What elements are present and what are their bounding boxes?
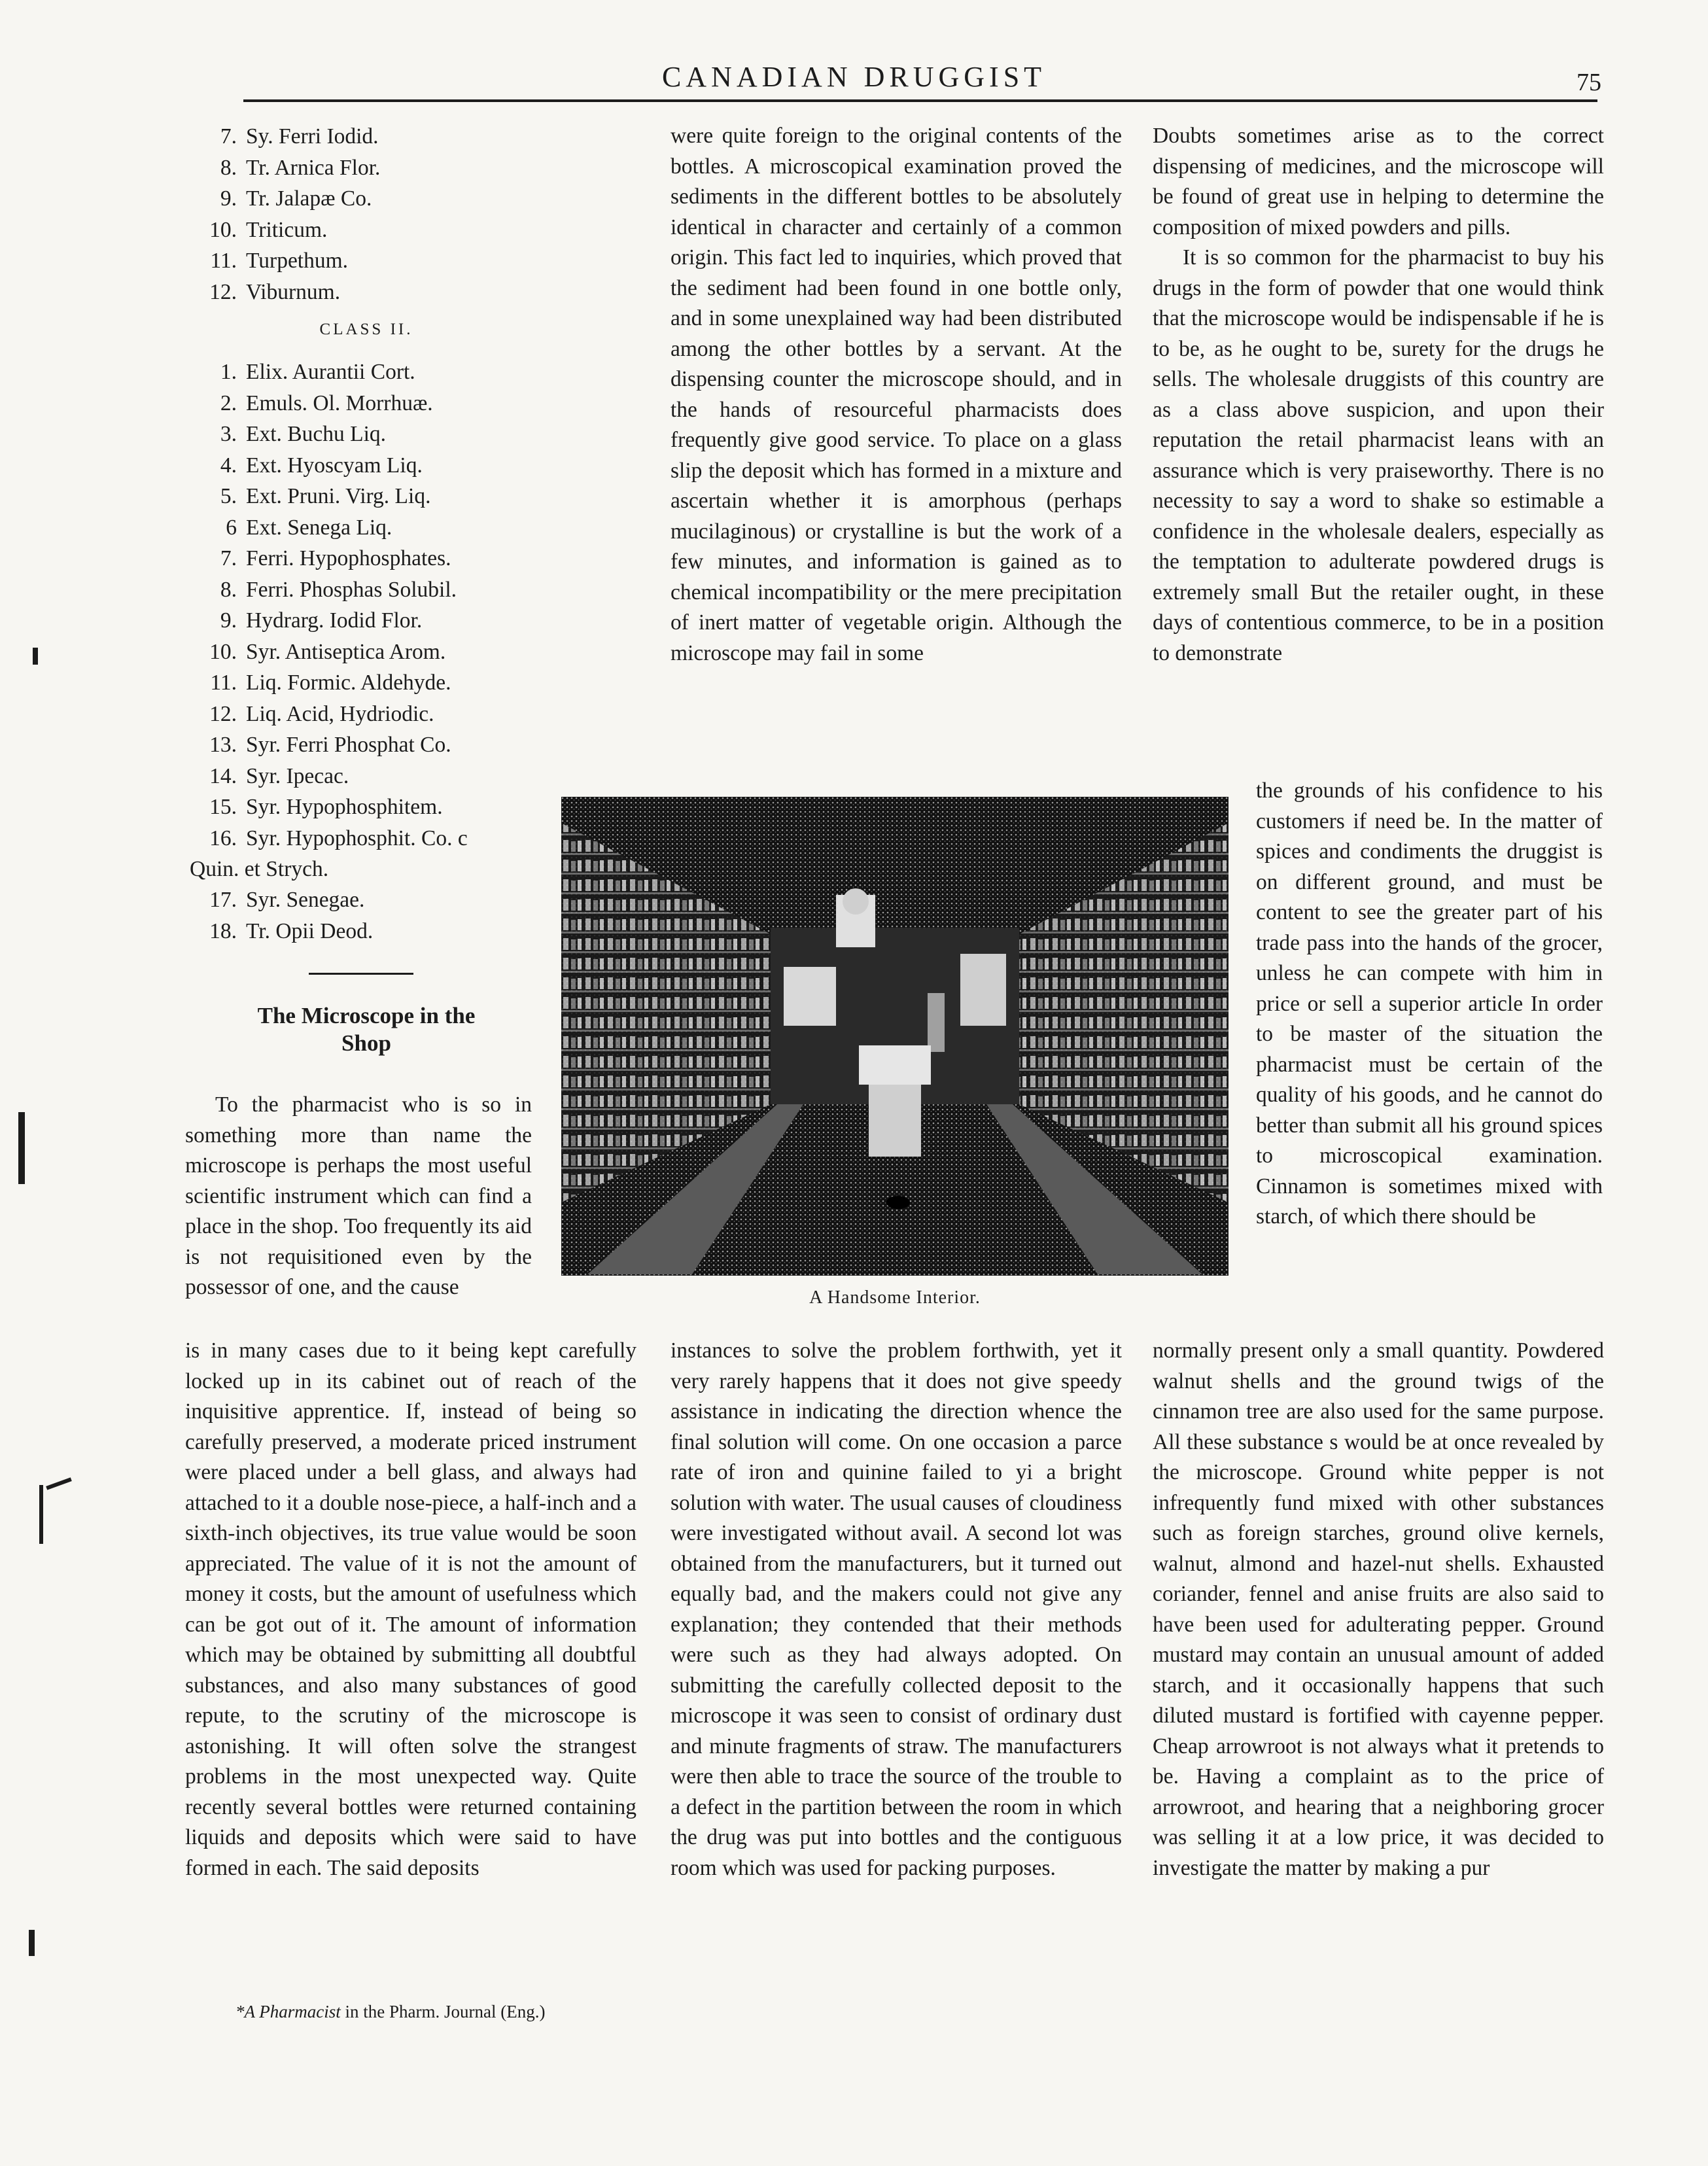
formulary-item-text: Triticum. xyxy=(246,217,328,242)
formulary-item-text: Syr. Hypophosphitem. xyxy=(246,795,443,819)
formulary-item-number: 10. xyxy=(209,639,237,664)
formulary-item-text: Tr. Arnica Flor. xyxy=(246,155,381,180)
formulary-item-text: Tr. Opii Deod. xyxy=(246,918,374,943)
article-col2-bottom xyxy=(671,1336,1122,1883)
formulary-item xyxy=(196,667,641,699)
formulary-item-number: 11. xyxy=(210,671,237,695)
article-col3-narrow xyxy=(1256,776,1603,1232)
formulary-item xyxy=(196,183,641,215)
formulary-item xyxy=(196,388,641,419)
formulary-item-number: 13. xyxy=(209,733,237,757)
formulary-item-text: Hydrarg. Iodid Flor. xyxy=(246,608,423,633)
article-title-line1: The Microscope in the xyxy=(257,1003,476,1028)
formulary-item-text: Ext. Buchu Liq. xyxy=(246,422,387,446)
formulary-item-text: Syr. Ipecac. xyxy=(246,763,349,788)
formulary-item xyxy=(196,637,641,668)
formulary-item-number: 8. xyxy=(220,577,237,602)
article-col1-wide xyxy=(185,1336,636,1883)
formulary-item xyxy=(196,419,641,450)
formulary-item-text: Ext. Pruni. Virg. Liq. xyxy=(246,484,431,508)
footnote-author: *A Pharmacist xyxy=(235,2002,341,2021)
formulary-item-number: 16. xyxy=(209,826,237,850)
formulary-item xyxy=(196,215,641,246)
formulary-item-number: 10. xyxy=(209,217,237,242)
formulary-item xyxy=(196,699,641,730)
formulary-item-text: Viburnum. xyxy=(246,279,341,304)
header-rule xyxy=(243,99,1597,102)
formulary-item-number: 2. xyxy=(220,391,237,415)
formulary-list-class-ii xyxy=(196,357,641,854)
formulary-item xyxy=(196,245,641,277)
article-paragraph: is in many cases due to it being kept carefully locked up in its cabinet out of reach of the inquisitive apprentice. If, instead of being so carefully preserved, a moderate priced instrument were placed under a bell glass, and always had attached to it a double nose-piece, a half-inch and a sixth-inch objectives, its true value would be soon appreciated. The value of it is not the amount of money it costs, but the amount of usefulness which can be got out of it. The amount of information which may be obtained by submitting all doubtful substances, and also many substances of good repute, to the scrutiny of the microscope is astonishing. It will often solve the strangest problems in the most unexpected way. Quite recently several bottles were returned containing liquids and deposits which were said to have formed in each. The said deposits xyxy=(185,1338,636,1880)
shop-interior-illustration xyxy=(561,797,1229,1276)
formulary-item xyxy=(196,761,641,792)
formulary-item xyxy=(196,277,641,308)
scan-mark xyxy=(39,1485,43,1544)
formulary-item-text: Ferri. Hypophosphates. xyxy=(246,546,451,570)
formulary-item xyxy=(196,729,641,761)
formulary-item-text: Tr. Jalapæ Co. xyxy=(246,186,372,211)
formulary-item-number: 11. xyxy=(210,249,237,273)
article-col2-top xyxy=(671,121,1122,669)
formulary-item-text: Turpethum. xyxy=(246,249,349,273)
formulary-item xyxy=(196,450,641,481)
scan-mark xyxy=(18,1112,25,1184)
formulary-item-number: 4. xyxy=(220,453,237,478)
formulary-item-text: Syr. Hypophosphit. Co. c xyxy=(246,826,468,850)
formulary-item-text: Emuls. Ol. Morrhuæ. xyxy=(246,391,433,415)
article-paragraph: were quite foreign to the original contents of the bottles. A microscopical examination proved the sediments in the different bottles to be absolutely identical in character and certainly of a common origin. This fact led to inquiries, which proved that the sediment had been found in one bottle only, and in some unexplained way had been distributed among the other bottles by a servant. At the dispensing counter the microscope should, and in the hands of resourceful pharmacists does frequently give good service. To place on a glass slip the deposit which has formed in a mixture and ascertain whether it is amorphous (perhaps mucilaginous) or crystalline is but the work of a few minutes, and information is gained as to chemical incompatibility or the mere precipitation of inert matter of vegetable origin. Although the microscope may fail in some xyxy=(671,124,1122,665)
article-paragraph: instances to solve the problem forthwith, yet it very rarely happens that it does not give speedy assistance in indicating the direction whence the final solution will come. On one occasion a parce rate of iron and quinine failed to yi a bright solution with water. The usual causes of cloudiness were investigated without avail. A second lot was obtained from the manufacturers, but it turned out equally bad, and the makers could not give any explanation; they contended that their methods were such as they had always adopted. On submitting the carefully collected deposit to the microscope it was seen to consist of ordinary dust and minute fragments of straw. The manufacturers were then able to trace the source of the trouble to a defect in the partition between the room in which the drug was put into bottles and the contiguous room which was used for packing purposes. xyxy=(671,1338,1122,1880)
formulary-item xyxy=(196,605,641,637)
formulary-item-number: 15. xyxy=(209,795,237,819)
article-paragraph: Doubts sometimes arise as to the correct dispensing of medicines, and the microscope will be found of great use in helping to determine the composition of mixed powders and pills. xyxy=(1153,124,1604,239)
formulary-item-number: 1. xyxy=(220,360,237,384)
section-divider xyxy=(309,973,413,975)
formulary-item-number: 14. xyxy=(209,763,237,788)
scan-mark xyxy=(33,648,38,665)
formulary-item-text: Liq. Formic. Aldehyde. xyxy=(246,671,451,695)
formulary-item-number: 12. xyxy=(209,701,237,726)
formulary-item xyxy=(196,121,641,152)
footnote-source: in the Pharm. Journal (Eng.) xyxy=(340,2002,546,2021)
formulary-item-text: Syr. Antiseptica Arom. xyxy=(246,639,446,664)
formulary-item-text: Ext. Senega Liq. xyxy=(246,515,392,540)
formulary-item-number: 6 xyxy=(226,515,237,540)
formulary-item xyxy=(196,574,641,606)
formulary-item-number: 7. xyxy=(220,546,237,570)
formulary-item xyxy=(196,512,641,544)
formulary-item-number: 17. xyxy=(209,888,237,912)
formulary-item-number: 9. xyxy=(220,186,237,211)
formulary-item-text: Ext. Hyoscyam Liq. xyxy=(246,453,423,478)
formulary-item-number: 7. xyxy=(220,124,237,148)
photo-caption: A Handsome Interior. xyxy=(809,1287,981,1308)
formulary-item xyxy=(196,152,641,184)
formulary-item-text: Syr. Senegae. xyxy=(246,888,365,912)
formulary-item-number: 12. xyxy=(209,279,237,304)
footnote xyxy=(235,2002,654,2022)
article-col3-top xyxy=(1153,121,1604,669)
article-col1-narrow xyxy=(185,1090,532,1303)
article-paragraph: the grounds of his confidence to his customers if need be. In the matter of spices and condiments the druggist is on different ground, and must be content to see the greater part of his trade pass into the hands of the grocer, unless he can compete with him in price or sell a superior article In order to be master of the situation the pharmacist must be certain of the quality of his goods, and he cannot do better than submit all his ground spices to microscopical examination. Cinnamon is sometimes mixed with starch, of which there should be xyxy=(1256,778,1603,1229)
article-paragraph: It is so common for the pharmacist to buy his drugs in the form of powder that one would think that the microscope would be indispensable if he is to be, as he ought to be, surety for the drugs he sells. The wholesale druggists of this country are as a class above suspicion, and upon their reputation the retail pharmacist leans with an assurance which is very praiseworthy. There is no necessity to say a word to shake so estimable a confidence in the wholesale dealers, especially as the temptation to adulterate powdered drugs is extremely small But the retailer ought, in these days of contentious commerce, to be in a position to demonstrate xyxy=(1153,245,1604,665)
formulary-item xyxy=(196,543,641,574)
formulary-item xyxy=(196,357,641,388)
formulary-item-text: Elix. Aurantii Cort. xyxy=(246,360,415,384)
formulary-item-text: Ferri. Phosphas Solubil. xyxy=(246,577,457,602)
shop-interior-photo xyxy=(561,797,1229,1276)
formulary-item-number: 3. xyxy=(220,422,237,446)
article-title xyxy=(196,1002,536,1057)
formulary-item-number: 5. xyxy=(220,484,237,508)
formulary-continuation-line: Quin. et Strych. xyxy=(190,857,329,881)
journal-title: CANADIAN DRUGGIST xyxy=(661,61,1047,93)
formulary-item-text: Liq. Acid, Hydriodic. xyxy=(246,701,434,726)
formulary-item-number: 18. xyxy=(209,918,237,943)
article-paragraph: To the pharmacist who is so in something more than name the microscope is perhaps the most useful scientific instrument which can find a place in the shop. Too frequently its aid is not requisitioned even by the possessor of one, and the cause xyxy=(185,1092,532,1299)
formulary-list-class-i xyxy=(196,121,641,307)
scan-mark xyxy=(46,1477,72,1490)
article-col3-bottom xyxy=(1153,1336,1604,1883)
formulary-item-text: Syr. Ferri Phosphat Co. xyxy=(246,733,451,757)
scan-mark xyxy=(29,1930,35,1956)
article-paragraph: normally present only a small quantity. Powdered walnut shells and the ground twigs of the cinnamon tree are also used for the same purpose. All these substance s would be at once revealed by the microscope. Ground white pepper is not infrequently fund mixed with other substances such as foreign starches, ground olive kernels, walnut, almond and hazel-nut shells. Exhausted coriander, fennel and anise fruits are also said to have been used for adulterating pepper. Ground mustard may contain an unusual amount of added starch, and it occasionally happens that such diluted mustard is fortified with cayenne pepper. Cheap arrowroot is not always what it pretends to be. Having a complaint as to the price of arrowroot, and hearing that a neighboring grocer was selling it at a low price, it was decided to investigate the matter by making a pur xyxy=(1153,1338,1604,1880)
formulary-item-text: Sy. Ferri Iodid. xyxy=(246,124,379,148)
formulary-item-number: 8. xyxy=(220,155,237,180)
article-title-line2: Shop xyxy=(341,1030,391,1056)
formulary-item-number: 9. xyxy=(220,608,237,633)
class-ii-heading: CLASS II. xyxy=(319,321,413,338)
page-number: 75 xyxy=(1577,69,1601,96)
formulary-item xyxy=(196,481,641,512)
